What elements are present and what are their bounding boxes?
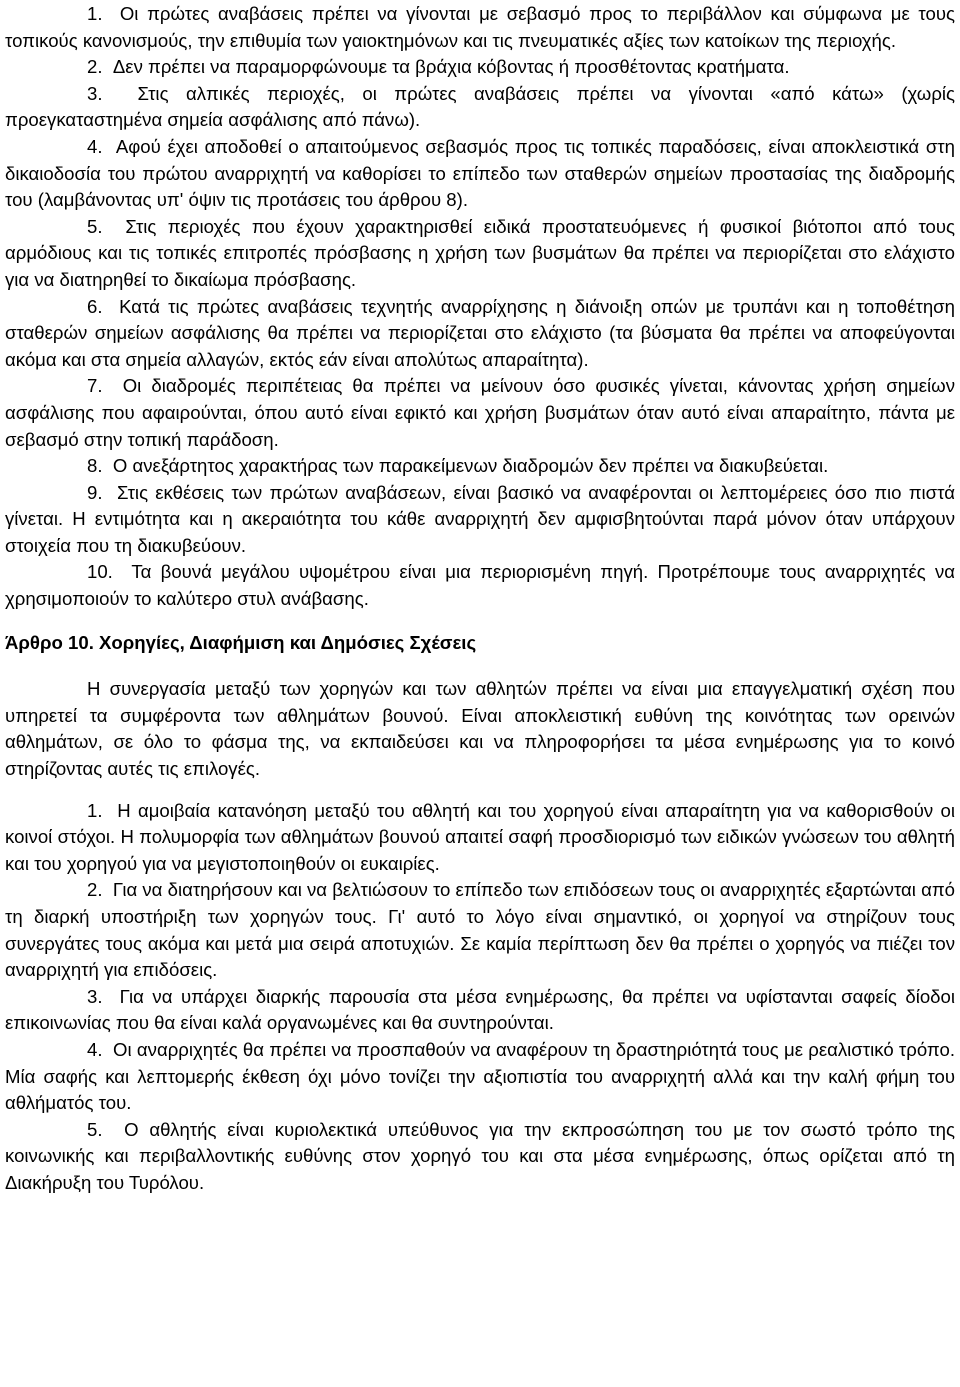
item-text: Αφού έχει αποδοθεί ο απαιτούμενος σεβασμός προς τις τοπικές παραδόσεις, είναι αποκλειστικά στη δικαιοδοσία του πρώτου αναρριχητή να καθορίσει το επίπεδο των σταθερών σημείων προστασίας της διαδρομής του (λαμβάνοντας υπ' όψιν τις προτάσεις του άρθρου 8). (5, 135, 955, 211)
item-text: Δεν πρέπει να παραμορφώνουμε τα βράχια κόβοντας ή προσθέτοντας κρατήματα. (112, 56, 790, 78)
item-number: 5. (87, 215, 103, 237)
item-text: Κατά τις πρώτες αναβάσεις τεχνητής αναρρίχησης η διάνοιξη οπών με τρυπάνι και η τοποθέτηση σταθερών σημείων ασφάλισης θα πρέπει να περιορίζεται στο ελάχιστο (τα βύσματα θα πρέπει να αποφεύγονται ακόμα και στα σημεία αλλαγών, εκτός εάν είναι απολύτως απαραίτητα). (5, 295, 955, 370)
item-text: Η αμοιβαία κατανόηση μεταξύ του αθλητή και του χορηγού είναι απαραίτητη για να καθορισθούν οι κοινοί στόχοι. Η πολυμορφία των αθλημάτων βουνού απαιτεί σαφή προσδιορισμό των ειδικών γνώσεων του αθλητή και του χορηγού για να μεγιστοποιηθούν οι ευκαιρίες. (5, 799, 955, 874)
list-item (5, 480, 955, 560)
item-text: Για να διατηρήσουν και να βελτιώσουν το επίπεδο των επιδόσεων τους οι αναρριχητές εξαρτώνται από τη διαρκή υποστήριξη των χορηγών τους. Γι' αυτό το λόγο είναι σημαντικό, οι χορηγοί να στηρίζουν τους συνεργάτες τους ακόμα και μετά μια σειρά αποτυχιών. Σε καμία περίπτωση δεν θα πρέπει ο χορηγός να πιέζει τον αναρριχητή για επιδόσεις. (5, 879, 955, 981)
item-text: Ο αθλητής είναι κυριολεκτικά υπεύθυνος για την εκπροσώπηση του με τον σωστό τρόπο της κοινωνικής και περιβαλλοντικής ευθύνης στον χορηγό του και στα μέσα ενημέρωσης, όπως ορίζεται από τη Διακήρυξη του Τυρόλου. (5, 1118, 955, 1193)
list-item (5, 877, 955, 983)
list-item (5, 559, 955, 612)
item-text: Στις αλπικές περιοχές, οι πρώτες αναβάσεις πρέπει να γίνονται «από κάτω» (χωρίς προεγκαταστημένα σημεία ασφάλισης από πάνω). (5, 82, 955, 131)
item-text: Για να υπάρχει διαρκής παρουσία στα μέσα ενημέρωσης, θα πρέπει να υφίστανται σαφείς δίοδοι επικοινωνίας που θα είναι καλά οργανωμένες και θα συντηρούνται. (5, 985, 955, 1034)
item-text: Οι πρώτες αναβάσεις πρέπει να γίνονται με σεβασμό προς το περιβάλλον και σύμφωνα με τους τοπικούς κανονισμούς, την επιθυμία των γαιοκτημόνων και τις πνευματικές αξίες των κατοίκων της περιοχής. (5, 3, 955, 51)
section-heading: Άρθρο 10. Χορηγίες, Διαφήμιση και Δημόσιες Σχέσεις (5, 631, 477, 653)
item-number: 8. (87, 455, 103, 477)
section-10-list (5, 798, 955, 1197)
list-item (5, 1117, 955, 1197)
item-text: Οι αναρριχητές θα πρέπει να προσπαθούν να αναφέρουν τη δραστηριότητά τους με ρεαλιστικό τρόπο. Μία σαφής και λεπτομερής έκθεση όχι μόνο τονίζει την αξιοπιστία του αναρριχητή αλλά και την καλή φήμη του αθλήματός του. (5, 1038, 955, 1114)
item-number: 9. (87, 481, 103, 503)
list-item (5, 453, 955, 480)
item-text: Οι διαδρομές περιπέτειας θα πρέπει να μείνουν όσο φυσικές γίνεται, κάνοντας χρήση σημείων ασφάλισης που αφαιρούνται, όπου αυτό είναι εφικτό και χρήση βυσμάτων όταν αυτό είναι απαραίτητο, πάντα με σεβασμό στην τοπική παράδοση. (5, 375, 955, 450)
list-item (5, 54, 955, 81)
list-item (5, 134, 955, 214)
item-number: 3. (87, 82, 103, 104)
list-item (5, 984, 955, 1037)
item-number: 4. (87, 1038, 103, 1060)
item-text: Τα βουνά μεγάλου υψομέτρου είναι μια περιορισμένη πηγή. Προτρέπουμε τους αναρριχητές να χρησιμοποιούν το καλύτερο στυλ ανάβασης. (5, 561, 955, 610)
list-item (5, 1, 955, 54)
section-9-list (5, 1, 955, 613)
item-text: Στις περιοχές που έχουν χαρακτηρισθεί ειδικά προστατευόμενες ή φυσικοί βιότοποι από τους αρμόδιους και τις τοπικές επιτροπές πρόσβασης η χρήση των βυσμάτων θα πρέπει να περιορίζεται στο ελάχιστο για να διατηρηθεί το δικαίωμα πρόσβασης. (5, 215, 955, 290)
list-item (5, 294, 955, 374)
item-number: 3. (87, 985, 103, 1007)
item-number: 1. (87, 799, 103, 821)
item-number: 5. (87, 1118, 103, 1140)
list-item (5, 81, 955, 134)
item-number: 6. (87, 295, 103, 317)
item-number: 2. (87, 879, 103, 901)
item-text: Στις εκθέσεις των πρώτων αναβάσεων, είναι βασικό να αναφέρονται οι λεπτομέρειες όσο πιο πιστά γίνεται. Η εντιμότητα και η ακεραιότητα του κάθε αναρριχητή δεν αμφισβητούνται παρά μόνον όταν υπάρχουν στοιχεία που τη διακυβεύουν. (5, 481, 955, 556)
item-number: 4. (87, 135, 103, 157)
list-item (5, 373, 955, 453)
intro-paragraph: Η συνεργασία μεταξύ των χορηγών και των αθλητών πρέπει να είναι μια επαγγελματική σχέση που υπηρετεί τα συμφέροντα των αθλημάτων βουνού. Είναι αποκλειστική ευθύνη της κοινότητας των ορεινών αθλημάτων, σε όλο το φάσμα της, να εκπαιδεύσει και να πληροφορήσει τα μέσα ενημέρωσης για το κοινό στηρίζοντας αυτές τις επιλογές. (5, 678, 955, 780)
item-number: 10. (87, 561, 113, 583)
list-item (5, 1037, 955, 1117)
list-item (5, 214, 955, 294)
item-number: 7. (87, 375, 103, 397)
item-text: Ο ανεξάρτητος χαρακτήρας των παρακείμενων διαδρομών δεν πρέπει να διακυβεύεται. (112, 455, 829, 477)
item-number: 2. (87, 56, 103, 78)
item-number: 1. (87, 3, 103, 24)
list-item (5, 798, 955, 878)
